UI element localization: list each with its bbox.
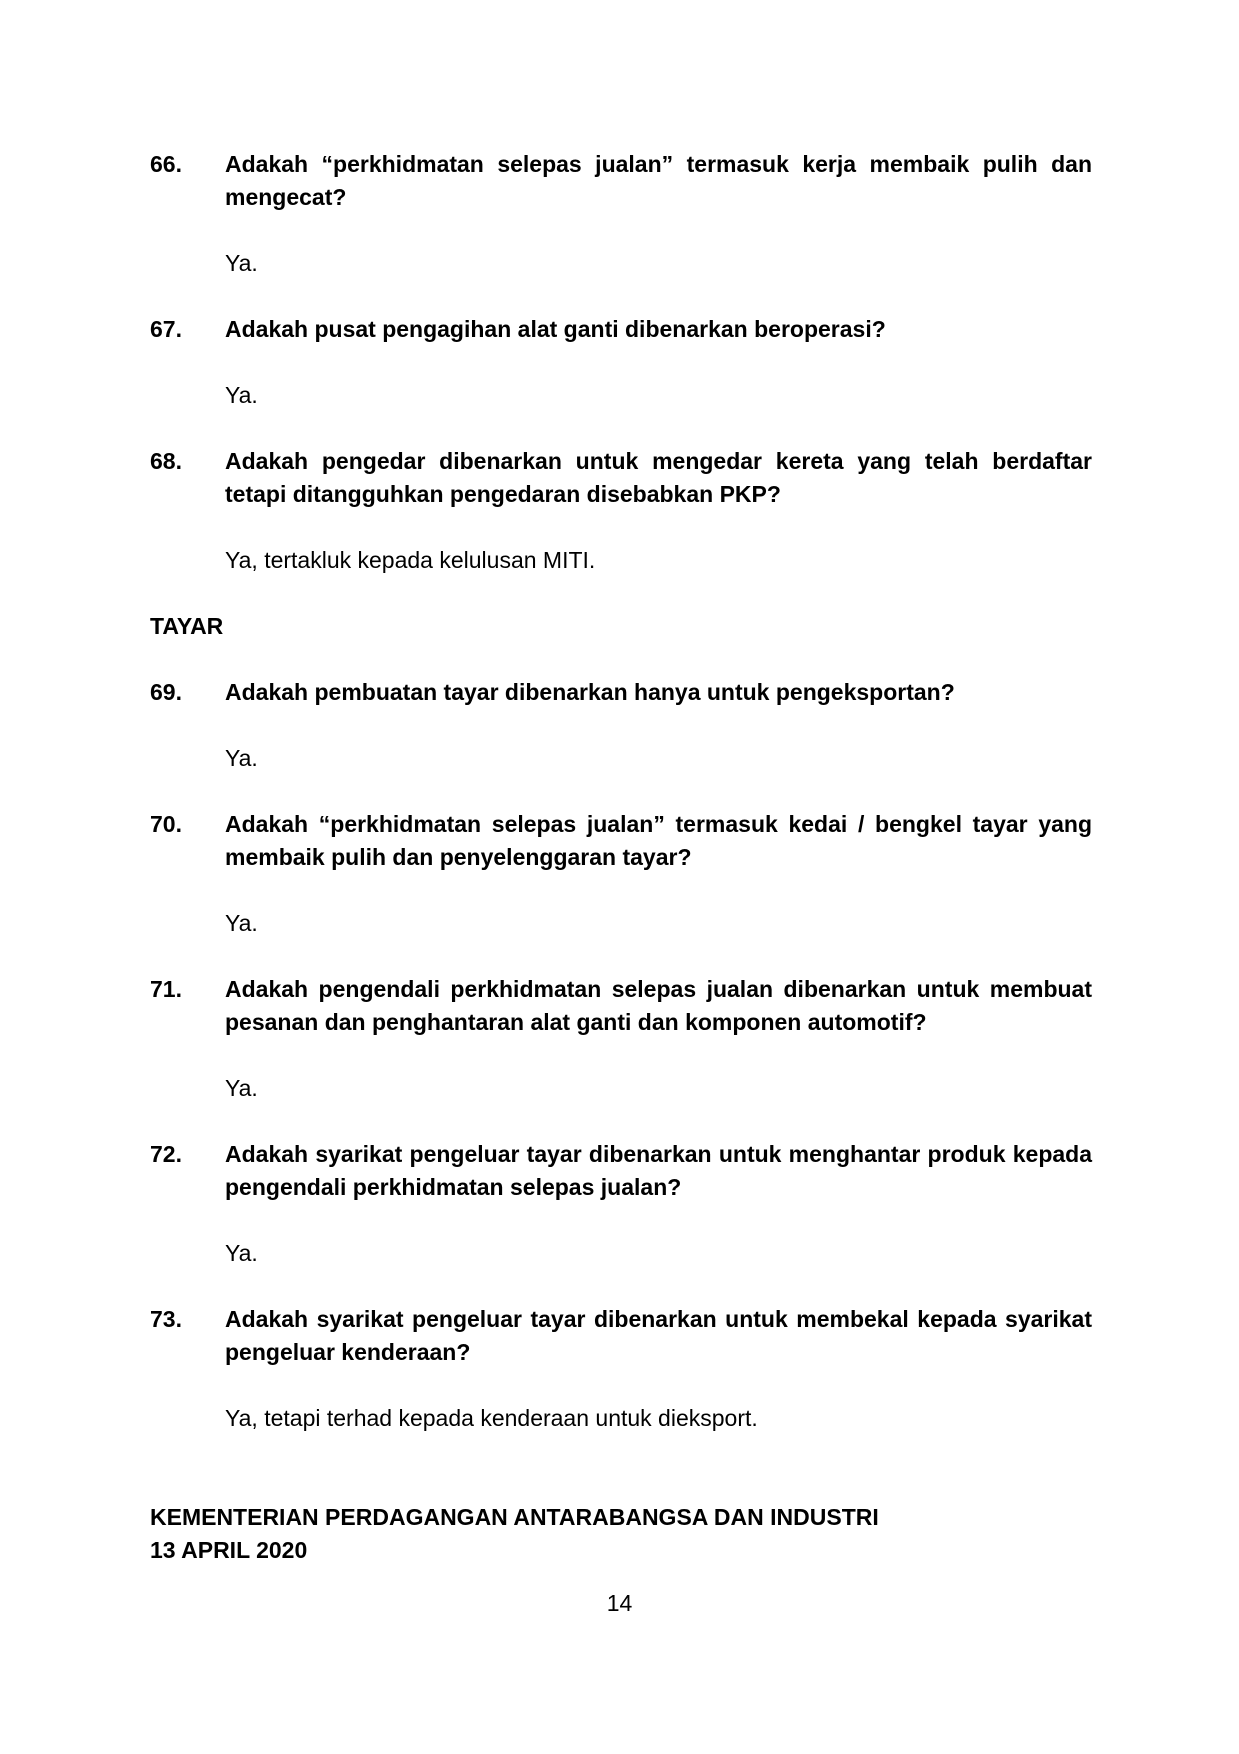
question-number: 68. (150, 448, 182, 474)
question-number: 70. (150, 811, 182, 837)
qa-item-66 (150, 148, 1092, 280)
answer-text: Ya. (225, 745, 258, 771)
qa-item-73 (150, 1303, 1092, 1435)
question-number: 66. (150, 151, 182, 177)
question-text: Adakah “perkhidmatan selepas jualan” termasuk kerja membaik pulih dan mengecat? (225, 151, 1092, 210)
question-number: 72. (150, 1141, 182, 1167)
footer-date: 13 APRIL 2020 (150, 1537, 308, 1563)
question-number: 73. (150, 1306, 182, 1332)
question-text: Adakah pengendali perkhidmatan selepas jualan dibenarkan untuk membuat pesanan dan penghantaran alat ganti dan komponen automotif? (225, 976, 1092, 1035)
question-number: 71. (150, 976, 182, 1002)
answer-text: Ya. (225, 910, 258, 936)
qa-item-68 (150, 445, 1092, 577)
qa-item-72 (150, 1138, 1092, 1270)
answer-text: Ya. (225, 1240, 258, 1266)
question-number: 69. (150, 679, 182, 705)
section-heading: TAYAR (150, 613, 224, 639)
question-text: Adakah syarikat pengeluar tayar dibenarkan untuk membekal kepada syarikat pengeluar kenderaan? (225, 1306, 1092, 1365)
question-text: Adakah pusat pengagihan alat ganti dibenarkan beroperasi? (225, 316, 886, 342)
answer-text: Ya, tetapi terhad kepada kenderaan untuk dieksport. (225, 1405, 758, 1431)
question-number: 67. (150, 316, 182, 342)
answer-text: Ya. (225, 1075, 258, 1101)
page-number: 14 (606, 1590, 633, 1616)
question-text: Adakah pengedar dibenarkan untuk mengedar kereta yang telah berdaftar tetapi ditangguhkan pengedaran disebabkan PKP? (225, 448, 1092, 507)
qa-item-71 (150, 973, 1092, 1105)
question-text: Adakah “perkhidmatan selepas jualan” termasuk kedai / bengkel tayar yang membaik pulih dan penyelenggaran tayar? (225, 811, 1092, 870)
answer-text: Ya, tertakluk kepada kelulusan MITI. (225, 547, 596, 573)
qa-item-70 (150, 808, 1092, 940)
question-text: Adakah syarikat pengeluar tayar dibenarkan untuk menghantar produk kepada pengendali perkhidmatan selepas jualan? (225, 1141, 1092, 1200)
answer-text: Ya. (225, 382, 258, 408)
question-text: Adakah pembuatan tayar dibenarkan hanya untuk pengeksportan? (225, 679, 955, 705)
footer-organization: KEMENTERIAN PERDAGANGAN ANTARABANGSA DAN INDUSTRI (150, 1504, 879, 1530)
qa-item-67 (150, 313, 1092, 412)
answer-text: Ya. (225, 250, 258, 276)
qa-item-69 (150, 676, 1092, 775)
